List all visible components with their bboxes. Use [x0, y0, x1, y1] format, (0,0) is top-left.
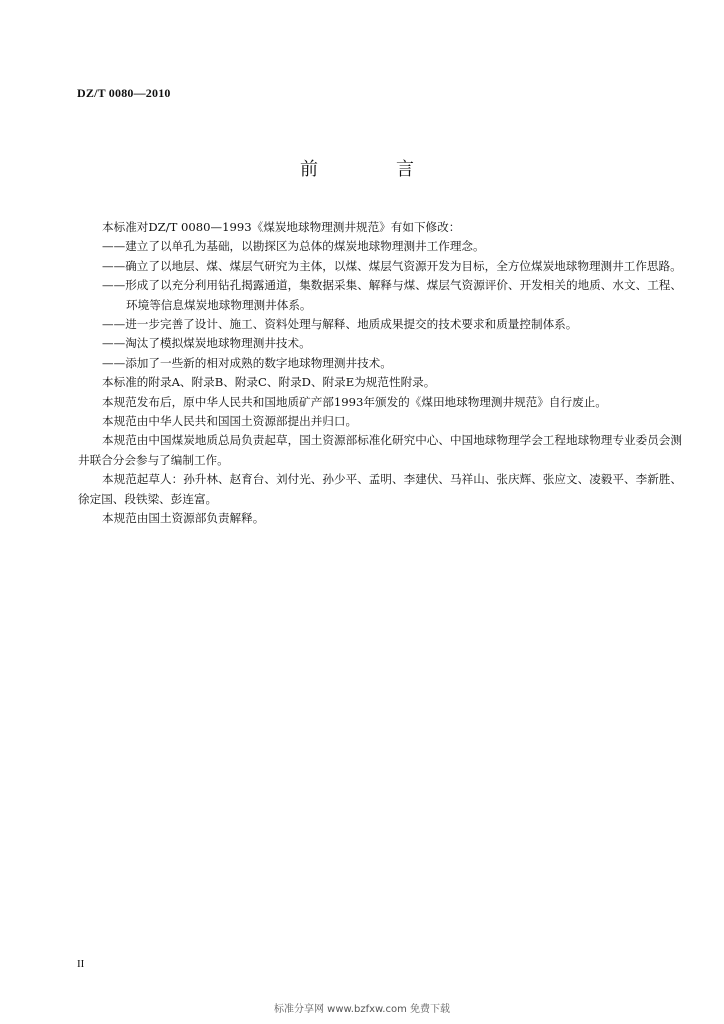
list-item-revision: ——建立了以单孔为基础，以勘探区为总体的煤炭地球物理测井工作理念。 — [102, 239, 485, 254]
list-item-revision: ——淘汰了模拟煤炭地球物理测井技术。 — [102, 336, 311, 351]
paragraph-interpretation: 本规范由国土资源部负责解释。 — [102, 511, 265, 526]
list-item-revision: ——添加了一些新的相对成熟的数字地球物理测井技术。 — [102, 355, 392, 370]
paragraph-supersede: 本规范发布后，原中华人民共和国地质矿产部1993年颁发的《煤田地球物理测井规范》自行废止。 — [102, 394, 607, 409]
page-number: II — [77, 958, 85, 970]
document-code: DZ/T 0080—2010 — [77, 86, 171, 100]
paragraph-revision-intro: 本标准对DZ/T 0080—1993《煤炭地球物理测井规范》有如下修改： — [102, 220, 461, 234]
list-item-revision: ——确立了以地层、煤、煤层气研究为主体，以煤、煤层气资源开发为目标，全方位煤炭地球物理测井工作思路。 — [102, 258, 682, 273]
paragraph-drafting-org: 本规范由中国煤炭地质总局负责起草，国土资源部标准化研究中心、中国地球物理学会工程地球物理专业委员会测井联合分会参与了编制工作。 — [78, 433, 682, 467]
list-item-revision: ——进一步完善了设计、施工、资料处理与解释、地质成果提交的技术要求和质量控制体系。 — [102, 317, 578, 332]
footer-watermark: 标准分享网 www.bzfxw.com 免费下载 — [274, 1004, 450, 1015]
paragraph-proposed-by: 本规范由中华人民共和国国土资源部提出并归口。 — [102, 414, 358, 429]
page-title: 前 言 — [300, 159, 444, 180]
paragraph-drafters: 本规范起草人：孙升林、赵育台、刘付光、孙少平、孟明、李建伏、马祥山、张庆辉、张应文、凌毅平、李新胜、徐定国、段铁梁、彭连富。 — [78, 472, 682, 506]
preface-body — [78, 218, 682, 529]
list-item-revision: ——形成了以充分利用钻孔揭露通道，集数据采集、解释与煤、煤层气资源评价、开发相关的地质、水文、工程、环境等信息煤炭地球物理测井体系。 — [102, 278, 682, 312]
paragraph-appendices: 本标准的附录A、附录B、附录C、附录D、附录E为规范性附录。 — [102, 375, 436, 390]
